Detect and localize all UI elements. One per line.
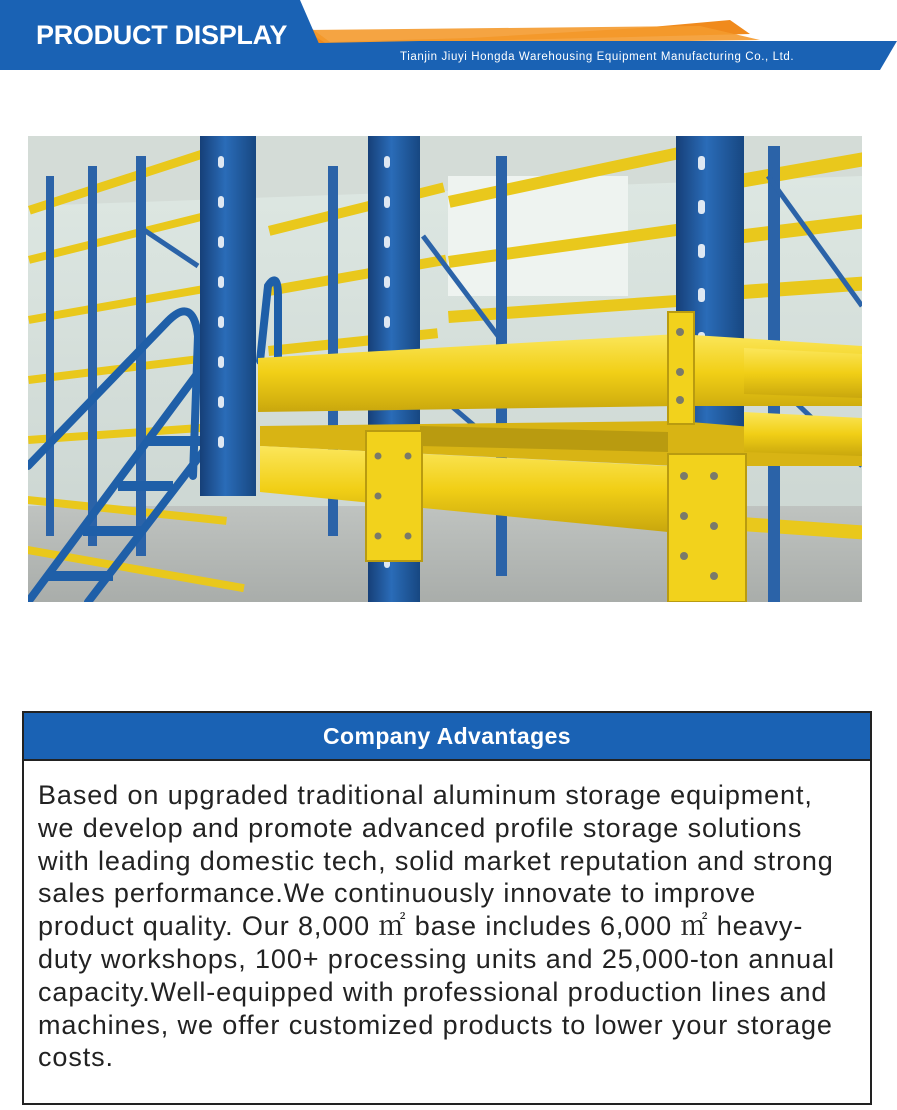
company-name: Tianjin Jiuyi Hongda Warehousing Equipment Manufacturing Co., Ltd. — [400, 51, 795, 63]
page-title: PRODUCT DISPLAY — [36, 20, 288, 50]
rack-illustration — [28, 136, 862, 602]
advantages-text: Based on upgraded traditional aluminum storage equipment, we develop and promote advanced profile storage solutions with leading domestic tech, solid market reputation and strong sales performance.We continuously innovate to improve product quality. Our 8,000 ㎡ base includes 6,000 ㎡ heavy-duty workshops, 100+ processing units and 25,000-ton annual capacity.Well-equipped with professional production lines and machines, we offer customized products to lower your storage costs. — [38, 780, 835, 1073]
advantages-heading: Company Advantages — [323, 722, 571, 749]
product-photo — [28, 136, 862, 602]
company-advantages-panel — [22, 711, 872, 1105]
header-banner — [0, 0, 897, 72]
advantages-header — [24, 713, 870, 761]
